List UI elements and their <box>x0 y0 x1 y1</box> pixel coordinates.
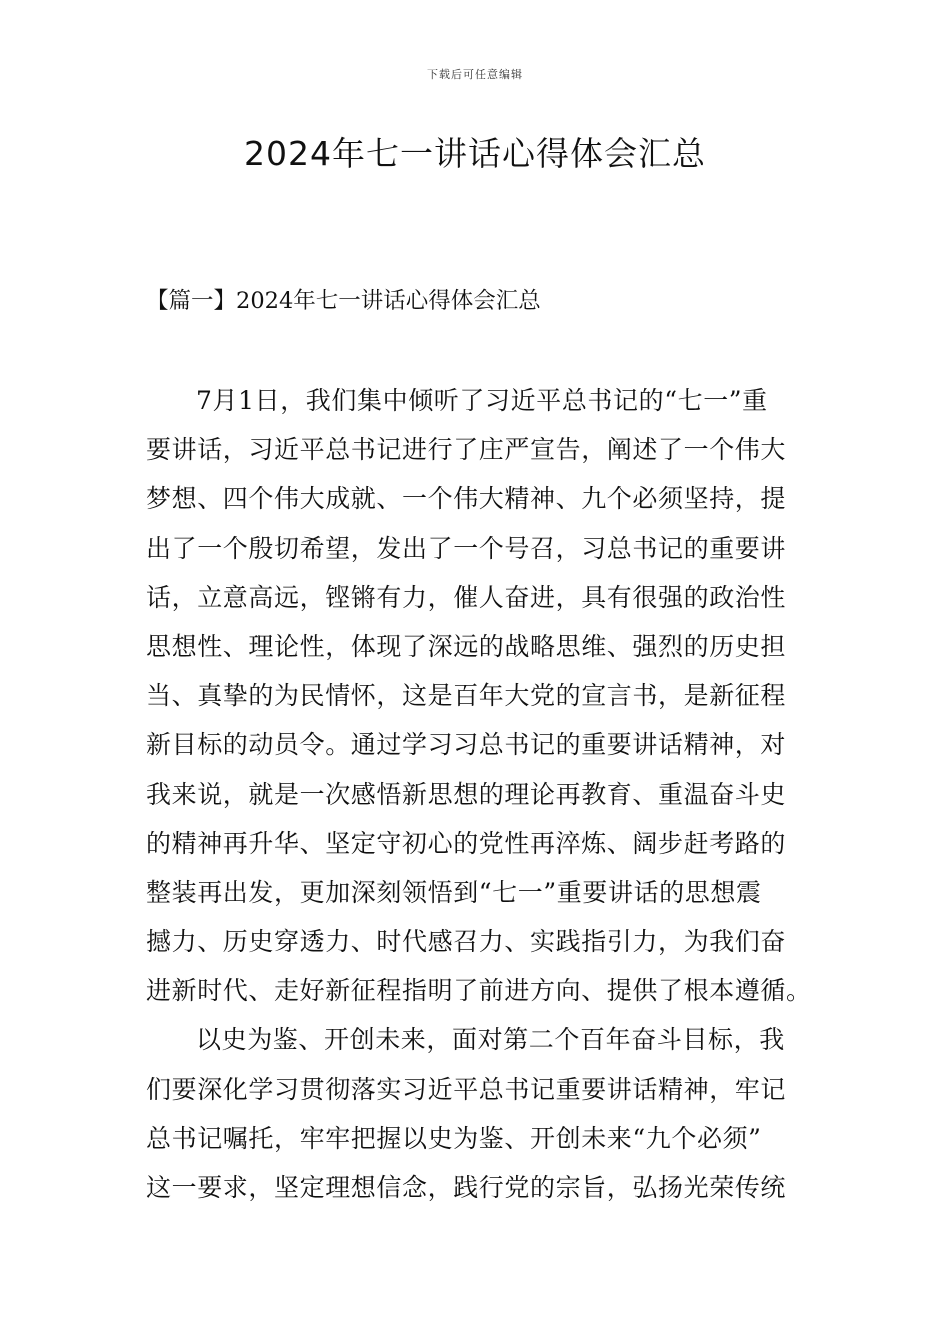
text-line: 新目标的动员令。通过学习习总书记的重要讲话精神，对 <box>146 730 787 760</box>
text-line: 思想性、理论性，体现了深远的战略思维、强烈的历史担 <box>146 631 787 661</box>
text-line: 7月1日，我们集中倾听了习近平总书记的“七一”重 <box>196 386 768 415</box>
text-line: 这一要求，坚定理想信念，践行党的宗旨，弘扬光荣传统 <box>146 1173 787 1202</box>
document-title: 2024年七一讲话心得体会汇总 <box>244 134 706 173</box>
text-line: 整装再出发，更加深刻领悟到“七一”重要讲话的思想震 <box>146 877 762 907</box>
text-line: 进新时代、走好新征程指明了前进方向、提供了根本遵循。 <box>146 976 812 1006</box>
text-line: 以史为鉴、开创未来，面对第二个百年奋斗目标，我 <box>196 1025 785 1055</box>
text-line: 总书记嘱托，牢牢把握以史为鉴、开创未来“九个必须” <box>146 1123 762 1153</box>
text-line: 们要深化学习贯彻落实习近平总书记重要讲话精神，牢记 <box>146 1074 787 1104</box>
text-line: 我来说，就是一次感悟新思想的理论再教育、重温奋斗史 <box>146 779 787 809</box>
text-line: 话，立意高远，铿锵有力，催人奋进，具有很强的政治性 <box>146 582 787 612</box>
body-text <box>146 376 812 1212</box>
paragraph-2 <box>146 1015 806 1212</box>
text-line: 撼力、历史穿透力、时代感召力、实践指引力，为我们奋 <box>146 927 787 957</box>
text-line: 的精神再升华、坚定守初心的党性再淬炼、阔步赶考路的 <box>146 828 787 858</box>
text-line: 出了一个殷切希望，发出了一个号召，习总书记的重要讲 <box>146 533 787 563</box>
text-line: 当、真挚的为民情怀，这是百年大党的宣言书，是新征程 <box>146 681 787 711</box>
section-heading: 【篇一】2024年七一讲话心得体会汇总 <box>146 288 541 314</box>
text-line: 梦想、四个伟大成就、一个伟大精神、九个必须坚持，提 <box>146 484 787 514</box>
header-note: 下载后可任意编辑 <box>427 68 523 81</box>
text-line: 要讲话，习近平总书记进行了庄严宣告，阐述了一个伟大 <box>146 435 787 465</box>
paragraph-1 <box>146 376 812 1015</box>
